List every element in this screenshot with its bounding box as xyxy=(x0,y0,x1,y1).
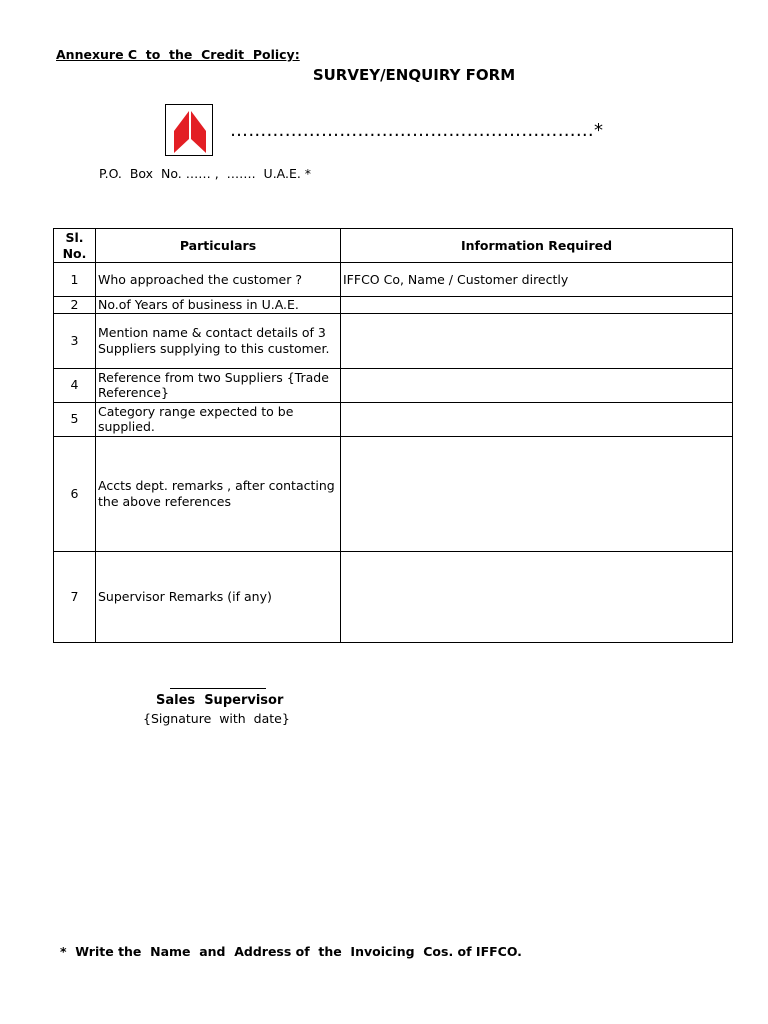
signature-title: Sales Supervisor xyxy=(156,693,284,708)
row-number: 3 xyxy=(54,313,96,368)
row-information xyxy=(341,297,733,314)
table-row xyxy=(54,436,733,551)
row-number: 2 xyxy=(54,297,96,314)
table-row xyxy=(54,551,733,642)
row-particulars: Supervisor Remarks (if any) xyxy=(96,551,341,642)
footnote: * Write the Name and Address of the Invoicing Cos. of IFFCO. xyxy=(60,944,522,959)
table-row xyxy=(54,368,733,402)
row-particulars: Who approached the customer ? xyxy=(96,263,341,297)
table-row xyxy=(54,297,733,314)
po-box-line: P.O. Box No. …… , ……. U.A.E. * xyxy=(99,166,312,181)
header-information-required: Information Required xyxy=(341,229,733,263)
row-number: 1 xyxy=(54,263,96,297)
table-row xyxy=(54,263,733,297)
row-particulars: Accts dept. remarks , after contacting the above references xyxy=(96,436,341,551)
table-row xyxy=(54,313,733,368)
row-number: 4 xyxy=(54,368,96,402)
row-information xyxy=(341,313,733,368)
row-information xyxy=(341,551,733,642)
row-number: 7 xyxy=(54,551,96,642)
header-sl-no: Sl. No. xyxy=(54,229,96,263)
annexure-heading: Annexure C to the Credit Policy: xyxy=(56,47,300,62)
row-particulars: No.of Years of business in U.A.E. xyxy=(96,297,341,314)
signature-subtitle: {Signature with date} xyxy=(143,711,290,726)
logo-arrows-icon xyxy=(172,109,208,153)
row-information xyxy=(341,368,733,402)
company-logo xyxy=(165,104,213,156)
row-number: 6 xyxy=(54,436,96,551)
row-number: 5 xyxy=(54,402,96,436)
table-header-row xyxy=(54,229,733,263)
row-particulars: Category range expected to be supplied. xyxy=(96,402,341,436)
row-information xyxy=(341,402,733,436)
survey-table xyxy=(53,228,733,643)
row-information xyxy=(341,436,733,551)
form-title: SURVEY/ENQUIRY FORM xyxy=(312,66,516,84)
company-name-line: ……………………………………………………* xyxy=(230,120,604,141)
signature-line xyxy=(170,688,266,689)
row-particulars: Reference from two Suppliers {Trade Reference} xyxy=(96,368,341,402)
table-row xyxy=(54,402,733,436)
row-information: IFFCO Co, Name / Customer directly xyxy=(341,263,733,297)
header-particulars: Particulars xyxy=(96,229,341,263)
row-particulars: Mention name & contact details of 3 Suppliers supplying to this customer. xyxy=(96,313,341,368)
